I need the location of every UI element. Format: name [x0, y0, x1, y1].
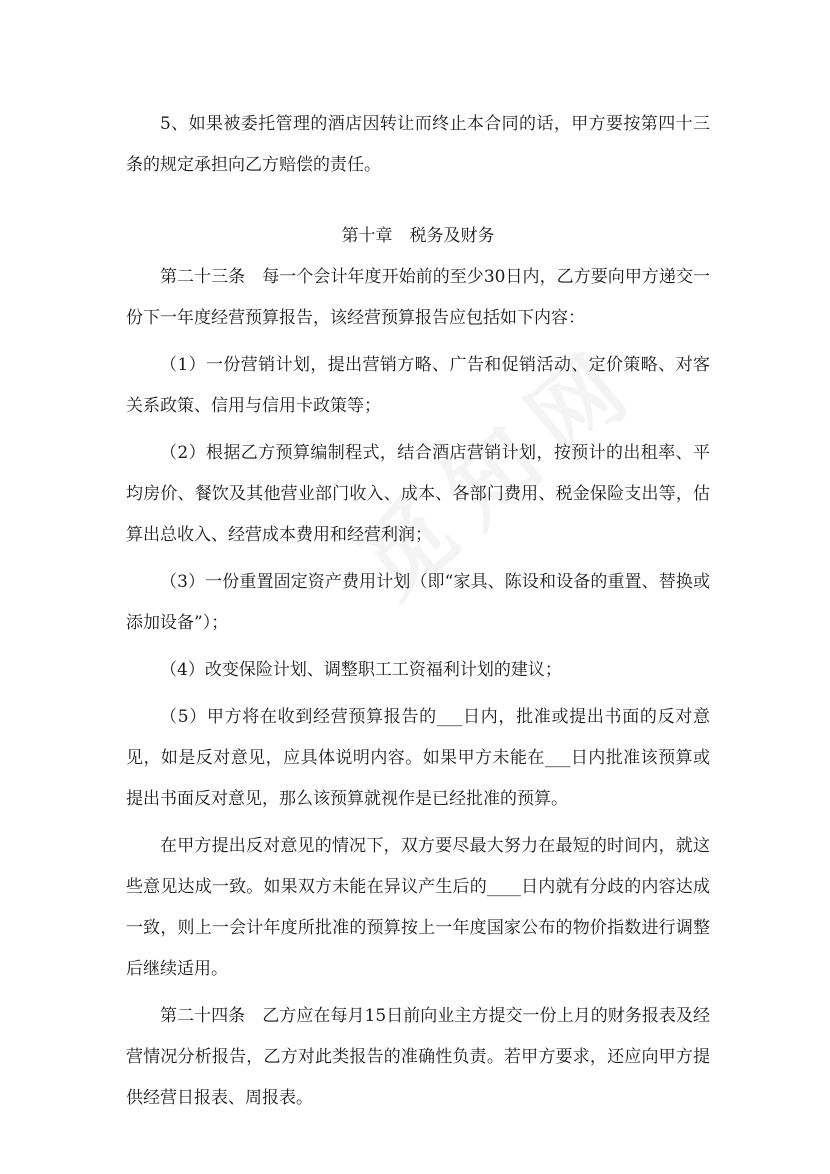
- article-24-paragraph: 第二十四条 乙方应在每月15日前向业主方提交一份上月的财务报表及经营情况分析报告，乙方对此类报告的准确性负责。若甲方要求，还应向甲方提供经营日报表、周报表。: [126, 1006, 710, 1108]
- chapter-title: 第十章 税务及财务: [341, 226, 495, 246]
- item-4-paragraph: （4）改变保险计划、调整职工工资福利计划的建议；: [160, 660, 562, 680]
- clause-5-paragraph: 5、如果被委托管理的酒店因转让而终止本合同的话，甲方要按第四十三条的规定承担向乙方赔偿的责任。: [126, 114, 710, 175]
- item-1-paragraph: （1）一份营销计划，提出营销方略、广告和促销活动、定价策略、对客关系政策、信用与信用卡政策等；: [126, 355, 710, 416]
- item-2-paragraph: （2）根据乙方预算编制程式，结合酒店营销计划，按预计的出租率、平均房价、餐饮及其他营业部门收入、成本、各部门费用、税金保险支出等，估算出总收入、经营成本费用和经营利润；: [126, 443, 710, 545]
- document-body: [126, 104, 710, 1119]
- item-3-paragraph: （3）一份重置固定资产费用计划（即“家具、陈设和设备的重置、替换或添加设备”）；: [126, 572, 710, 633]
- article-23-paragraph: 第二十三条 每一个会计年度开始前的至少30日内，乙方要向甲方递交一份下一年度经营预算报告，该经营预算报告应包括如下内容：: [126, 267, 710, 328]
- item-5-paragraph: （5）甲方将在收到经营预算报告的___日内，批准或提出书面的反对意见，如是反对意见，应具体说明内容。如果甲方未能在___日内批准该预算或提出书面反对意见，那么该预算就视作是已经批准的预算。: [126, 707, 710, 809]
- objection-paragraph: 在甲方提出反对意见的情况下，双方要尽最大努力在最短的时间内，就这些意见达成一致。如果双方未能在异议产生后的____日内就有分歧的内容达成一致，则上一会计年度所批准的预算按上一年度国家公布的物价指数进行调整后继续适用。: [126, 836, 710, 979]
